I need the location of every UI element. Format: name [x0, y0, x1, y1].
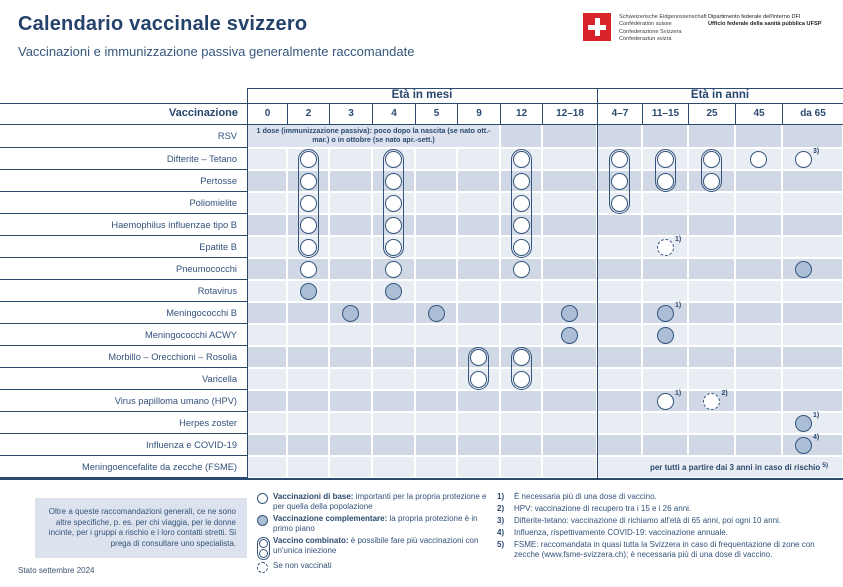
legend-item	[257, 561, 489, 573]
table-cell	[458, 303, 499, 323]
table-cell	[543, 215, 596, 235]
footnote-text: Influenza, rispettivamente COVID-19: vaccinazione annuale.	[514, 527, 728, 537]
table-cell	[783, 347, 842, 367]
base-dose-marker	[300, 195, 317, 212]
table-cell	[736, 215, 781, 235]
age-column-header: 4	[372, 103, 415, 124]
combined-capsule-icon	[257, 537, 270, 560]
capsule-circle	[259, 539, 268, 548]
table-cell	[543, 457, 596, 477]
table-line	[597, 88, 598, 478]
legend-item	[257, 492, 489, 513]
table-cell	[416, 171, 456, 191]
table-cell	[736, 259, 781, 279]
table-cell	[248, 215, 286, 235]
row-label: Varicella	[0, 368, 247, 390]
row-label: Pertosse	[0, 170, 247, 192]
base-dose-marker	[513, 239, 530, 256]
footnote-number: 3)	[497, 515, 505, 525]
confederation-name-line: Schweizerische Eidgenossenschaft	[619, 14, 707, 20]
complementary-dose-marker	[385, 283, 402, 300]
row-label: Herpes zoster	[0, 412, 247, 434]
table-cell	[736, 347, 781, 367]
table-cell	[598, 325, 641, 345]
page-subtitle: Vaccinazioni e immunizzazione passiva generalmente raccomandate	[18, 44, 415, 59]
table-cell	[543, 259, 596, 279]
table-cell	[783, 281, 842, 301]
table-cell	[598, 215, 641, 235]
row-label: Pneumococchi	[0, 258, 247, 280]
page-title: Calendario vaccinale svizzero	[18, 13, 308, 35]
vaccination-column-header: Vaccinazione	[168, 107, 238, 119]
table-cell	[543, 171, 596, 191]
base-dose-marker	[513, 151, 530, 168]
table-cell	[736, 413, 781, 433]
swiss-cross-icon	[583, 13, 611, 41]
confederation-names	[619, 14, 707, 44]
table-cell	[373, 347, 414, 367]
base-dose-marker	[300, 239, 317, 256]
table-cell	[689, 435, 734, 455]
confederation-name-line: Confédération suisse	[619, 21, 672, 28]
table-cell	[330, 325, 371, 345]
table-cell	[543, 435, 596, 455]
department-name: Dipartimento federale dell'interno DFI	[708, 14, 801, 20]
table-cell	[736, 325, 781, 345]
table-cell	[783, 259, 842, 279]
footnote-text: FSME: raccomandata in quasi tutta la Svizzera in caso di frequentazione di zone con zecche (www.fsme-svizzera.ch); è necessaria più di una dose di vaccino.	[514, 539, 815, 560]
row-label: Poliomielite	[0, 192, 247, 214]
base-dose-marker	[300, 261, 317, 278]
footnote	[497, 504, 837, 514]
age-column-header: 11–15	[642, 103, 688, 124]
table-cell	[330, 259, 371, 279]
table-cell	[689, 281, 734, 301]
complementary-dose-marker	[657, 327, 674, 344]
age-column-header: 0	[247, 103, 287, 124]
legend-item	[257, 514, 489, 535]
table-cell	[248, 413, 286, 433]
table-cell	[458, 215, 499, 235]
table-cell	[458, 325, 499, 345]
table-cell	[330, 215, 371, 235]
complementary-dose-marker	[795, 261, 812, 278]
complementary-circle	[257, 514, 273, 535]
table-cell	[543, 347, 596, 367]
row-label: Morbillo – Orecchioni – Rosolia	[0, 346, 247, 368]
table-cell	[598, 303, 641, 323]
base-dose-marker	[385, 239, 402, 256]
table-cell	[248, 259, 286, 279]
row-label: Meningococchi B	[0, 302, 247, 324]
table-cell	[373, 325, 414, 345]
table-cell	[689, 347, 734, 367]
table-cell	[458, 237, 499, 257]
table-cell	[501, 125, 541, 147]
age-column-header: 2	[287, 103, 329, 124]
table-cell	[416, 391, 456, 411]
footnote-text: È necessaria più di una dose di vaccino.	[514, 492, 657, 501]
table-cell	[598, 259, 641, 279]
base-dose-marker	[703, 151, 720, 168]
vaccination-schedule-table	[0, 88, 843, 480]
base-dose-marker	[385, 151, 402, 168]
footnote-ref: 2)	[721, 390, 728, 397]
table-cell	[248, 369, 286, 389]
table-cell	[373, 303, 414, 323]
table-cell	[248, 303, 286, 323]
complementary-dose-marker	[428, 305, 445, 322]
base-dose-marker	[470, 371, 487, 388]
rsv-note-cell: 1 dose (immunizzazione passiva): poco dopo la nascita (se nato ott.-mar.) o in ottobre (se nato apr.-sett.)	[248, 125, 499, 147]
table-line	[247, 88, 248, 478]
table-cell	[373, 391, 414, 411]
department-block	[708, 14, 838, 29]
table-cell	[783, 303, 842, 323]
table-cell	[288, 303, 328, 323]
footnote-text: Difterite-tetano: vaccinazione di richiamo all'età di 65 anni, poi ogni 10 anni.	[514, 515, 782, 525]
table-cell	[501, 281, 541, 301]
dashed-circle-icon	[257, 562, 268, 573]
table-cell	[288, 325, 328, 345]
fsme-note-ref: 5)	[822, 461, 828, 469]
complementary-dose-marker	[342, 305, 359, 322]
table-cell	[373, 413, 414, 433]
table-cell	[643, 413, 687, 433]
base-dose-marker	[513, 217, 530, 234]
footnote-ref: 3)	[813, 148, 820, 155]
row-label: Meningoencefalite da zecche (FSME)	[0, 456, 247, 478]
footnote-ref: 1)	[813, 412, 820, 419]
row-label: Epatite B	[0, 236, 247, 258]
row-label: Virus papilloma umano (HPV)	[0, 390, 247, 412]
table-cell	[736, 193, 781, 213]
footnote-ref: 1)	[675, 302, 682, 309]
table-cell	[288, 347, 328, 367]
footnote	[497, 492, 837, 502]
base-dose-marker	[513, 195, 530, 212]
table-cell	[643, 215, 687, 235]
table-cell	[783, 215, 842, 235]
table-cell	[458, 281, 499, 301]
table-cell	[598, 125, 641, 147]
table-cell	[373, 457, 414, 477]
table-cell	[543, 125, 596, 147]
table-cell	[543, 193, 596, 213]
legend-text: Vaccinazione complementare: la propria protezione è in primo piano	[273, 513, 478, 534]
table-cell	[416, 215, 456, 235]
base-dose-marker	[513, 349, 530, 366]
base-circle-icon	[257, 493, 268, 504]
base-dose-marker	[611, 195, 628, 212]
table-line	[0, 103, 843, 104]
table-cell	[501, 457, 541, 477]
table-cell	[330, 391, 371, 411]
base-dose-marker	[795, 151, 812, 168]
table-cell	[783, 237, 842, 257]
base-dose-marker	[300, 151, 317, 168]
if-unvaccinated-marker	[657, 239, 674, 256]
table-cell	[643, 369, 687, 389]
age-column-header: 3	[329, 103, 372, 124]
table-cell	[643, 347, 687, 367]
table-cell	[543, 281, 596, 301]
table-cell	[288, 391, 328, 411]
table-cell	[458, 413, 499, 433]
table-cell	[248, 457, 286, 477]
table-cell	[288, 457, 328, 477]
table-cell	[458, 171, 499, 191]
row-label: Influenza e COVID-19	[0, 434, 247, 456]
table-cell	[736, 391, 781, 411]
table-cell	[643, 125, 687, 147]
legend-text: Vaccino combinato: è possibile fare più vaccinazioni con un'unica iniezione	[273, 535, 479, 556]
age-column-header: 12–18	[542, 103, 597, 124]
footnote-ref: 1)	[675, 390, 682, 397]
confederation-name-line: Confederaziun svizra	[619, 36, 672, 43]
base-dose-marker	[657, 151, 674, 168]
table-cell	[330, 413, 371, 433]
table-cell	[373, 369, 414, 389]
table-cell	[288, 435, 328, 455]
row-label: Haemophilus influenzae tipo B	[0, 214, 247, 236]
table-cell	[330, 171, 371, 191]
age-column-header: 45	[735, 103, 782, 124]
table-cell	[458, 259, 499, 279]
base-dose-marker	[300, 217, 317, 234]
base-dose-marker	[300, 173, 317, 190]
base-dose-marker	[513, 261, 530, 278]
footnote	[497, 516, 837, 526]
table-cell	[501, 303, 541, 323]
table-cell	[330, 457, 371, 477]
table-cell	[248, 171, 286, 191]
legend-lead: Vaccinazione complementare:	[273, 513, 390, 523]
age-column-header: 9	[457, 103, 500, 124]
table-cell	[783, 391, 842, 411]
age-column-header: 25	[688, 103, 735, 124]
confederation-name-line: Confederazione Svizzera	[619, 28, 682, 35]
table-cell	[783, 125, 842, 147]
table-cell	[543, 369, 596, 389]
base-dose-marker	[611, 151, 628, 168]
base-dose-marker	[703, 173, 720, 190]
table-cell	[598, 347, 641, 367]
table-cell	[330, 281, 371, 301]
legend	[257, 492, 489, 574]
footnote	[497, 540, 837, 561]
base-dose-marker	[385, 195, 402, 212]
base-dose-marker	[385, 173, 402, 190]
table-cell	[783, 325, 842, 345]
table-cell	[598, 369, 641, 389]
table-cell	[783, 193, 842, 213]
table-cell	[416, 435, 456, 455]
table-line	[0, 124, 843, 125]
base-dose-marker	[657, 173, 674, 190]
status-date: Stato settembre 2024	[18, 566, 95, 575]
legend-item	[257, 536, 489, 560]
table-cell	[416, 149, 456, 169]
table-cell	[288, 369, 328, 389]
age-column-header: 5	[415, 103, 457, 124]
table-cell	[373, 435, 414, 455]
table-cell	[458, 457, 499, 477]
complementary-dose-marker	[795, 415, 812, 432]
table-cell	[330, 347, 371, 367]
table-cell	[689, 303, 734, 323]
table-cell	[598, 281, 641, 301]
base-dose-marker	[385, 217, 402, 234]
table-cell	[248, 391, 286, 411]
table-cell	[643, 259, 687, 279]
table-cell	[598, 237, 641, 257]
footnotes	[497, 492, 837, 562]
if-unvaccinated-marker	[703, 393, 720, 410]
table-cell	[416, 259, 456, 279]
row-label: RSV	[0, 124, 247, 148]
table-cell	[783, 171, 842, 191]
info-box: Oltre a queste raccomandazioni generali, ce ne sono altre specifiche, p. es. per chi viaggia, per le donne incinte, per i gruppi a rischio e i loro contatti stretti. Si prega di consultare uno specialista.	[35, 498, 247, 558]
legend-lead: Vaccino combinato:	[273, 535, 351, 545]
table-cell	[543, 391, 596, 411]
table-line	[0, 478, 843, 480]
fsme-risk-note-cell: per tutti a partire dai 3 anni in caso di rischio 5)	[598, 457, 842, 477]
table-cell	[288, 413, 328, 433]
table-cell	[248, 237, 286, 257]
table-cell	[416, 281, 456, 301]
table-cell	[330, 237, 371, 257]
row-label: Difterite – Tetano	[0, 148, 247, 170]
table-cell	[330, 435, 371, 455]
complementary-dose-marker	[561, 305, 578, 322]
table-cell	[458, 435, 499, 455]
footnote	[497, 528, 837, 538]
footnote-ref: 1)	[675, 236, 682, 243]
table-cell	[416, 347, 456, 367]
base-circle	[257, 492, 273, 513]
table-cell	[458, 391, 499, 411]
complementary-dose-marker	[657, 305, 674, 322]
table-cell	[689, 215, 734, 235]
table-cell	[501, 391, 541, 411]
table-cell	[330, 149, 371, 169]
base-dose-marker	[513, 371, 530, 388]
table-cell	[416, 237, 456, 257]
table-cell	[501, 325, 541, 345]
legend-lead: Vaccinazioni di base:	[273, 492, 356, 501]
table-cell	[416, 325, 456, 345]
table-cell	[689, 325, 734, 345]
dashed-circle	[257, 561, 273, 573]
base-dose-marker	[385, 261, 402, 278]
complementary-dose-marker	[561, 327, 578, 344]
table-cell	[248, 193, 286, 213]
table-cell	[416, 369, 456, 389]
footnote-number: 5)	[497, 539, 505, 549]
months-group-header: Età in mesi	[391, 89, 453, 101]
age-column-header: 12	[500, 103, 542, 124]
capsule-circle	[259, 549, 268, 558]
table-cell	[543, 149, 596, 169]
table-cell	[736, 435, 781, 455]
table-cell	[689, 193, 734, 213]
table-cell	[689, 369, 734, 389]
table-cell	[248, 347, 286, 367]
legend-text: Se non vaccinati	[273, 560, 332, 570]
table-cell	[689, 125, 734, 147]
footnote-ref: 4)	[813, 434, 820, 441]
table-cell	[598, 391, 641, 411]
footnote-text: HPV: vaccinazione di recupero tra i 15 e i 26 anni.	[514, 503, 692, 513]
table-cell	[643, 193, 687, 213]
base-dose-marker	[513, 173, 530, 190]
table-cell	[501, 413, 541, 433]
footnote-number: 2)	[497, 503, 505, 513]
table-cell	[330, 369, 371, 389]
table-cell	[598, 413, 641, 433]
table-cell	[736, 237, 781, 257]
table-cell	[543, 413, 596, 433]
footnote-number: 4)	[497, 527, 505, 537]
table-cell	[330, 193, 371, 213]
complementary-dose-marker	[795, 437, 812, 454]
row-label: Meningococchi ACWY	[0, 324, 247, 346]
table-cell	[736, 125, 781, 147]
table-cell	[736, 171, 781, 191]
complementary-dose-marker	[300, 283, 317, 300]
footnote-number: 1)	[497, 492, 505, 501]
table-cell	[248, 435, 286, 455]
legend-text: Vaccinazioni di base: importanti per la propria protezione e per quella della popolazione	[273, 492, 487, 512]
table-cell	[416, 193, 456, 213]
table-cell	[643, 281, 687, 301]
combined-capsule	[257, 536, 273, 560]
table-cell	[736, 369, 781, 389]
table-cell	[248, 149, 286, 169]
table-cell	[736, 303, 781, 323]
table-cell	[598, 435, 641, 455]
base-dose-marker	[750, 151, 767, 168]
office-name: Ufficio federale della sanità pubblica UFSP	[708, 21, 822, 28]
base-dose-marker	[470, 349, 487, 366]
table-cell	[689, 237, 734, 257]
complementary-circle-icon	[257, 515, 268, 526]
table-cell	[458, 193, 499, 213]
table-cell	[783, 369, 842, 389]
table-cell	[416, 413, 456, 433]
table-cell	[689, 259, 734, 279]
table-cell	[689, 413, 734, 433]
table-cell	[416, 457, 456, 477]
table-cell	[543, 237, 596, 257]
table-cell	[248, 281, 286, 301]
years-group-header: Età in anni	[690, 89, 750, 101]
age-column-header: da 65	[782, 103, 843, 124]
base-dose-marker	[657, 393, 674, 410]
table-cell	[501, 435, 541, 455]
row-label: Rotavirus	[0, 280, 247, 302]
table-cell	[736, 281, 781, 301]
base-dose-marker	[611, 173, 628, 190]
table-cell	[643, 435, 687, 455]
table-line	[247, 88, 843, 89]
age-column-header: 4–7	[597, 103, 642, 124]
table-cell	[248, 325, 286, 345]
table-cell	[458, 149, 499, 169]
